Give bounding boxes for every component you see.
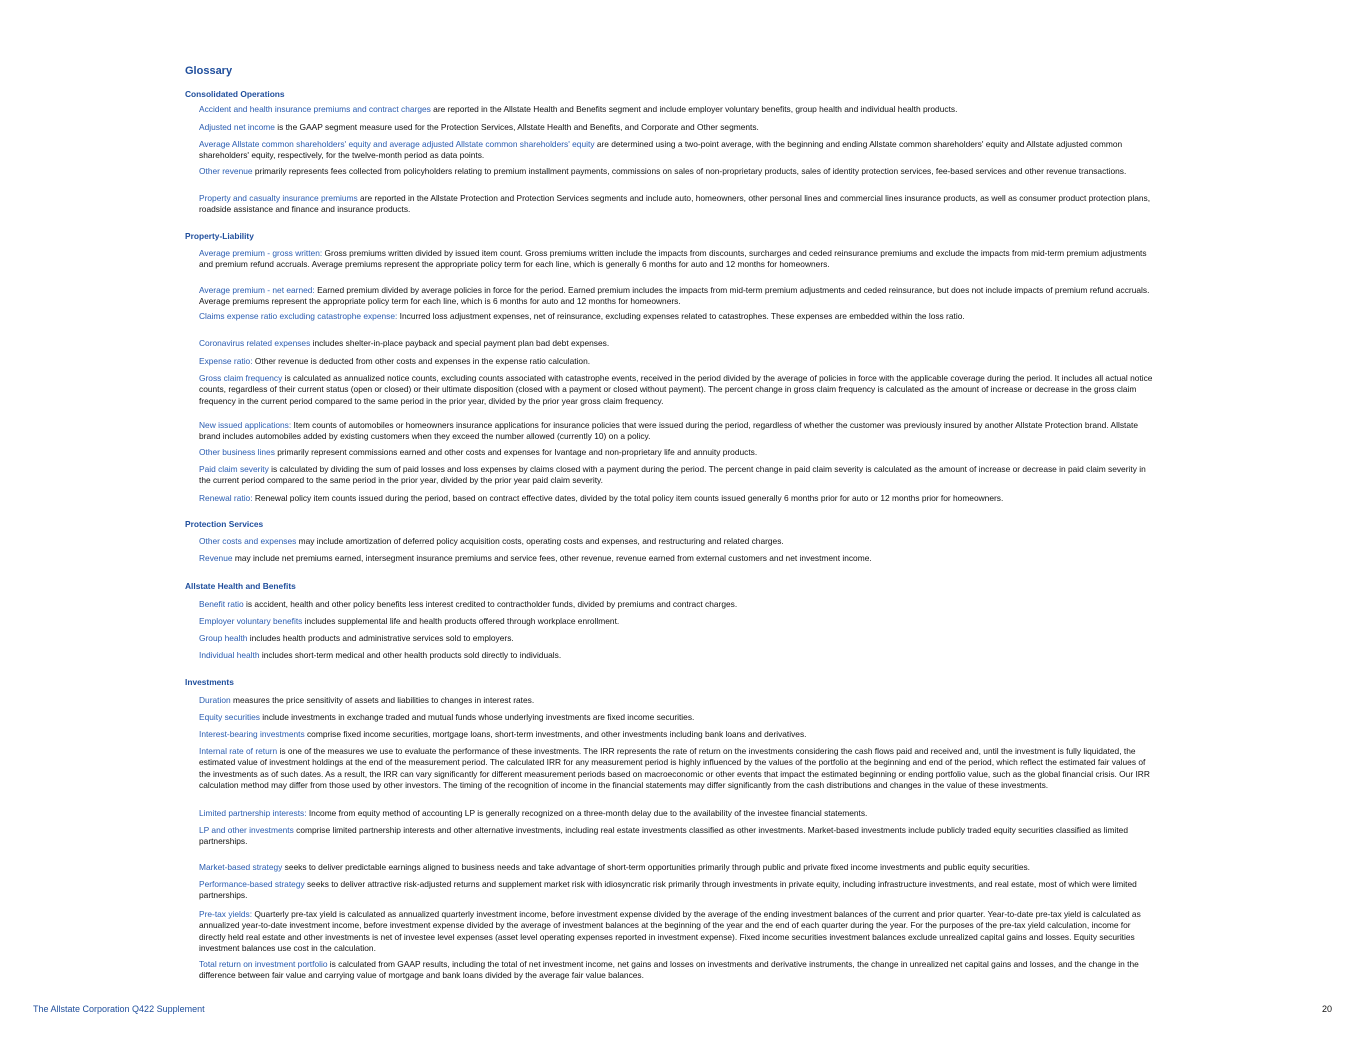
- glossary-definition: Gross premiums written divided by issued item count. Gross premiums written include the impacts from discounts, surcharges and ceded reinsurance premiums and exclude the impacts from mid-term premium adjustments and premium refund accruals. Average premiums represent the appropriate policy term for each line, which is generally 6 months for auto and 12 months for homeowners.: [199, 248, 1147, 270]
- glossary-term: Performance-based strategy: [199, 879, 305, 889]
- glossary-entry: [199, 464, 1159, 487]
- glossary-definition: Quarterly pre-tax yield is calculated as annualized quarterly investment income, before investment expense divided by the average of the ending investment balances of the current and prior quarter. Year-to-date pre-tax yield is calculated as annualized year-to-date investment income, before investment expense divided by the average of investment balances at the beginning of the year and the end of each quarter during the year. For the purposes of the pre-tax yield calculation, income for directly held real estate and other investments is net of investee level expenses (asset level operating expenses reported in investment expense). Fixed income securities investment balances exclude unrealized capital gains and losses. Equity securities investment balances use cost in the calculation.: [199, 909, 1141, 953]
- glossary-definition: includes short-term medical and other health products sold directly to individuals.: [259, 650, 562, 660]
- glossary-term: LP and other investments: [199, 825, 294, 835]
- glossary-definition: comprise fixed income securities, mortgage loans, short-term investments, and other investments including bank loans and derivatives.: [304, 729, 807, 739]
- glossary-term: Total return on investment portfolio: [199, 959, 328, 969]
- glossary-entry: [199, 285, 1159, 308]
- glossary-term: Average premium - net earned:: [199, 285, 315, 295]
- glossary-definition: Earned premium divided by average policies in force for the period. Earned premium includes the impacts from mid-term premium adjustments and ceded reinsurance, but does not include impacts of premium refund accruals. Average premiums represent the appropriate policy term for each line, which is 6 months for auto and 12 months for homeowners.: [199, 285, 1150, 307]
- section-heading-consolidated-operations: Consolidated Operations: [185, 89, 285, 99]
- glossary-definition: seeks to deliver attractive risk-adjusted returns and supplement market risk with idiosyncratic risk primarily through investments in private equity, including infrastructure investments, and real estate, most of which were limited partnerships.: [199, 879, 1137, 901]
- glossary-term: Property and casualty insurance premiums: [199, 193, 358, 203]
- section-heading-investments: Investments: [185, 677, 234, 687]
- glossary-definition: is one of the measures we use to evaluate the performance of these investments. The IRR represents the rate of return on the investments considering the cash flows paid and received and, until the investment is fully liquidated, the estimated value of investment holdings at the end of the measurement period. The calculated IRR for any measurement period is highly influenced by the values of the portfolio at the beginning and end of the period, which reflect the estimated fair values of the investments as of such dates. As a result, the IRR can vary significantly for different measurement periods based on macroeconomic or other events that impact the estimated beginning or ending portfolio value, such as the global financial crisis. Our IRR calculation method may differ from those used by other investors. The timing of the recognition of income in the financial statements may differ significantly from the cash distributions and changes in the value of these investments.: [199, 746, 1150, 790]
- page-title: Glossary: [185, 65, 233, 77]
- glossary-definition: Item counts of automobiles or homeowners insurance applications for insurance policies that were issued during the period, regardless of whether the customer was previously insured by another Allstate Protection brand. Allstate brand includes automobiles added by existing customers when they exceed the number allowed (currently 10) on a policy.: [199, 420, 1138, 442]
- glossary-definition: primarily represents fees collected from policyholders relating to premium installment payments, commissions on sales of non-proprietary products, sales of identity protection services, fee-based services and other revenue transactions.: [252, 166, 1127, 176]
- glossary-term: Coronavirus related expenses: [199, 338, 311, 348]
- glossary-term: Market-based strategy: [199, 862, 283, 872]
- section-heading-allstate-health-and-benefits: Allstate Health and Benefits: [185, 581, 296, 591]
- glossary-definition: includes supplemental life and health products offered through workplace enrollment.: [302, 616, 620, 626]
- glossary-definition: includes shelter-in-place payback and special payment plan bad debt expenses.: [310, 338, 610, 348]
- glossary-definition: is calculated by dividing the sum of paid losses and loss expenses by claims closed with a payment during the period. The percent change in paid claim severity is calculated as the amount of increase or decrease in paid claim severity in the current period compared to the same period in the prior year, divided by the prior year paid claim severity.: [199, 464, 1146, 486]
- page-number: 20: [1322, 1004, 1333, 1014]
- glossary-entry: [199, 729, 1159, 740]
- glossary-term: Expense ratio:: [199, 356, 253, 366]
- glossary-entry: [199, 248, 1159, 271]
- glossary-entry: [199, 420, 1159, 443]
- glossary-definition: Incurred loss adjustment expenses, net of reinsurance, excluding expenses related to catastrophes. These expenses are embedded within the loss ratio.: [397, 311, 965, 321]
- glossary-term: Interest-bearing investments: [199, 729, 305, 739]
- glossary-term: Average premium - gross written:: [199, 248, 323, 258]
- glossary-entry: [199, 536, 1159, 547]
- glossary-term: Group health: [199, 633, 248, 643]
- glossary-term: Claims expense ratio excluding catastrophe expense:: [199, 311, 398, 321]
- glossary-entry: [199, 493, 1159, 504]
- section-heading-property-liability: Property-Liability: [185, 231, 254, 241]
- glossary-entry: [199, 553, 1159, 564]
- glossary-entry: [199, 959, 1159, 982]
- glossary-entry: [199, 338, 1159, 349]
- glossary-term: Limited partnership interests:: [199, 808, 307, 818]
- glossary-definition: primarily represent commissions earned and other costs and expenses for Ivantage and non-proprietary life and annuity products.: [274, 447, 758, 457]
- glossary-entry: [199, 104, 1159, 115]
- glossary-definition: are determined using a two-point average, with the beginning and ending Allstate common shareholders' equity and Allstate adjusted common shareholders' equity, respectively, for the twelve-month period as data points.: [199, 139, 1123, 161]
- glossary-term: Paid claim severity: [199, 464, 269, 474]
- glossary-term: Pre-tax yields:: [199, 909, 253, 919]
- glossary-term: Renewal ratio:: [199, 493, 253, 503]
- glossary-entry: [199, 356, 1159, 367]
- glossary-entry: [199, 650, 1159, 661]
- glossary-entry: [199, 122, 1159, 133]
- glossary-definition: seeks to deliver predictable earnings aligned to business needs and take advantage of short-term opportunities primarily through public and private fixed income investments and public equity securities.: [282, 862, 1030, 872]
- glossary-entry: [199, 139, 1159, 162]
- glossary-term: Gross claim frequency: [199, 373, 283, 383]
- footer-document-title: The Allstate Corporation Q422 Supplement: [33, 1004, 205, 1014]
- glossary-entry: [199, 909, 1159, 954]
- glossary-definition: Renewal policy item counts issued during the period, based on contract effective dates, divided by the total policy item counts issued generally 6 months prior for auto or 12 months prior for homeowners.: [252, 493, 1004, 503]
- glossary-term: Employer voluntary benefits: [199, 616, 303, 626]
- glossary-definition: may include net premiums earned, intersegment insurance premiums and service fees, other revenue, revenue earned from external customers and net investment income.: [232, 553, 872, 563]
- glossary-entry: [199, 616, 1159, 627]
- glossary-definition: may include amortization of deferred policy acquisition costs, operating costs and expenses, and restructuring and related charges.: [296, 536, 784, 546]
- glossary-term: Average Allstate common shareholders' equity and average adjusted Allstate common shareholders' equity: [199, 139, 595, 149]
- glossary-entry: [199, 746, 1159, 791]
- glossary-entry: [199, 825, 1159, 848]
- glossary-definition: Income from equity method of accounting LP is generally recognized on a three-month delay due to the availability of the investee financial statements.: [306, 808, 868, 818]
- glossary-entry: [199, 808, 1159, 819]
- glossary-entry: [199, 311, 1159, 322]
- glossary-definition: are reported in the Allstate Protection and Protection Services segments and include auto, homeowners, other personal lines and commercial lines insurance products, as well as consumer product protection plans, roadside assistance and finance and insurance products.: [199, 193, 1151, 215]
- glossary-term: Internal rate of return: [199, 746, 278, 756]
- glossary-definition: is calculated from GAAP results, including the total of net investment income, net gains and losses on investments and derivative instruments, the change in unrealized net capital gains and losses, and the change in the difference between fair value and carrying value of mortgage and bank loans divided by the average fair value balances.: [199, 959, 1139, 981]
- glossary-term: Revenue: [199, 553, 233, 563]
- section-heading-protection-services: Protection Services: [185, 519, 264, 529]
- glossary-term: Other costs and expenses: [199, 536, 297, 546]
- glossary-entry: [199, 166, 1159, 177]
- glossary-term: Other business lines: [199, 447, 275, 457]
- glossary-entry: [199, 599, 1159, 610]
- glossary-term: Accident and health insurance premiums and contract charges: [199, 104, 431, 114]
- glossary-definition: is calculated as annualized notice counts, excluding counts associated with catastrophe events, received in the period divided by the average of policies in force with the applicable coverage during the period. It includes all actual notice counts, regardless of their current status (open or closed) or their ultimate disposition (closed with a payment or closed without payment). The percent change in gross claim frequency is calculated as the amount of increase or decrease in the gross claim frequency in the current period compared to the same period in the prior year, divided by the prior year gross claim frequency.: [199, 373, 1153, 406]
- glossary-entry: [199, 633, 1159, 644]
- glossary-entry: [199, 447, 1159, 458]
- glossary-definition: is accident, health and other policy benefits less interest credited to contractholder funds, divided by premiums and contract charges.: [243, 599, 738, 609]
- glossary-entry: [199, 862, 1159, 873]
- glossary-term: Adjusted net income: [199, 122, 275, 132]
- glossary-entry: [199, 695, 1159, 706]
- glossary-term: Other revenue: [199, 166, 253, 176]
- glossary-entry: [199, 712, 1159, 723]
- glossary-term: Equity securities: [199, 712, 260, 722]
- glossary-definition: includes health products and administrative services sold to employers.: [247, 633, 514, 643]
- glossary-entry: [199, 373, 1159, 407]
- glossary-definition: comprise limited partnership interests and other alternative investments, including real estate investments classified as other investments. Market-based investments include publicly traded equity securities classified as limited partnerships.: [199, 825, 1128, 847]
- glossary-term: New issued applications:: [199, 420, 292, 430]
- glossary-definition: is the GAAP segment measure used for the Protection Services, Allstate Health and Benefits, and Corporate and Other segments.: [274, 122, 759, 132]
- glossary-entry: [199, 879, 1159, 902]
- glossary-entry: [199, 193, 1159, 216]
- glossary-term: Benefit ratio: [199, 599, 244, 609]
- glossary-term: Duration: [199, 695, 231, 705]
- glossary-term: Individual health: [199, 650, 260, 660]
- glossary-definition: include investments in exchange traded and mutual funds whose underlying investments are fixed income securities.: [259, 712, 695, 722]
- glossary-definition: Other revenue is deducted from other costs and expenses in the expense ratio calculation.: [252, 356, 591, 366]
- glossary-definition: are reported in the Allstate Health and Benefits segment and include employer voluntary benefits, group health and individual health products.: [430, 104, 958, 114]
- glossary-definition: measures the price sensitivity of assets and liabilities to changes in interest rates.: [230, 695, 535, 705]
